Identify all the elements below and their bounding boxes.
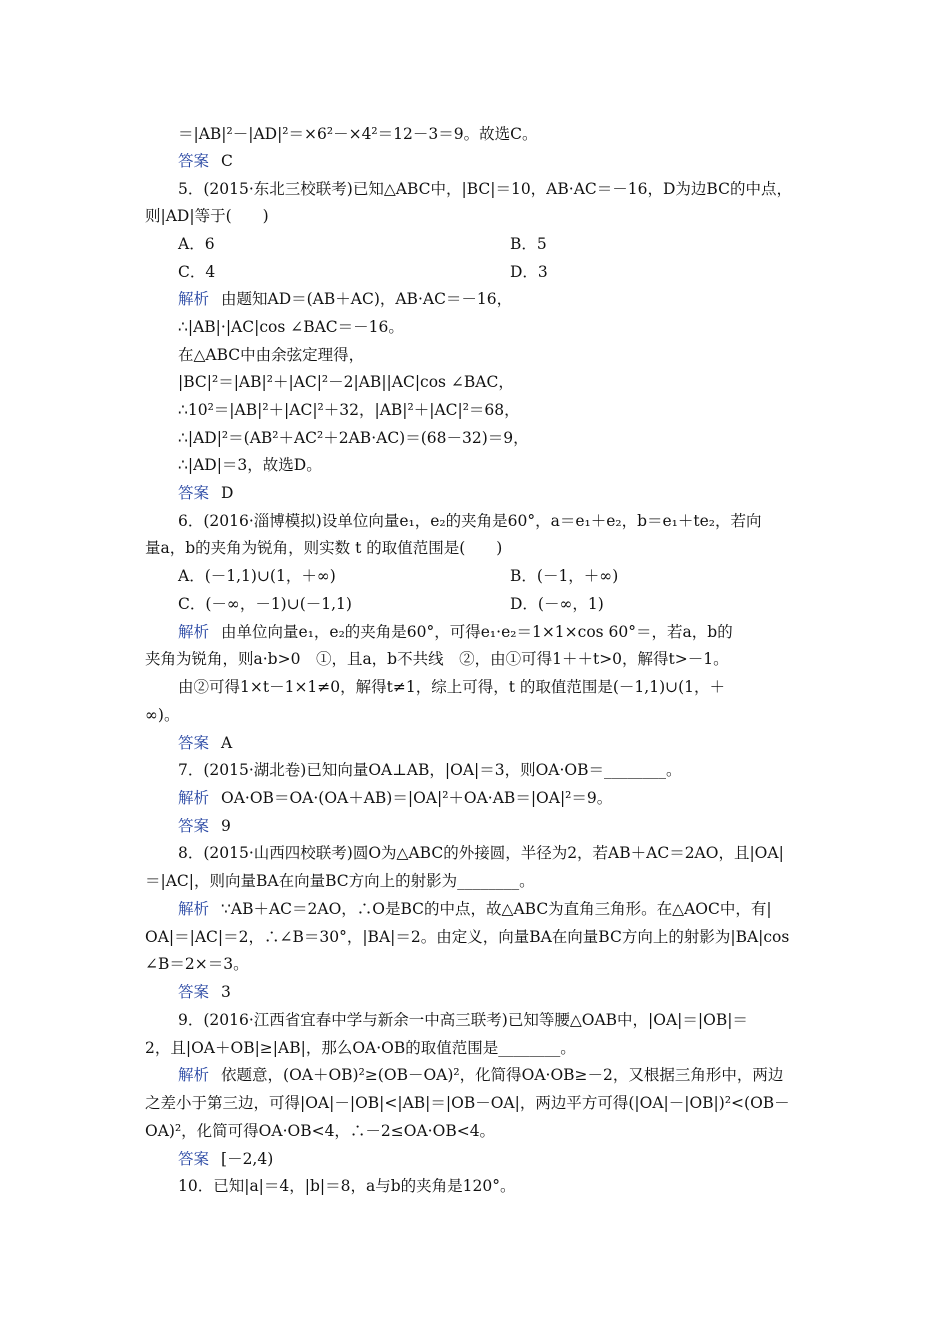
question-9: 9．(2016·江西省宜春中学与新余一中高三联考)已知等腰△OAB中，|OA|＝|OB|＝	[178, 1011, 748, 1029]
text-line: 之差小于第三边，可得|OA|－|OB|<|AB|＝|OB－OA|，两边平方可得(|OA|－|OB|)²<(OB－	[145, 1094, 790, 1112]
text-line: OA)²，化简可得OA·OB<4，∴－2≤OA·OB<4。	[145, 1122, 496, 1140]
answer-label: 答案	[178, 1150, 210, 1168]
option-c: C．4	[178, 263, 216, 281]
text-line: |BC|²＝|AB|²＋|AC|²－2|AB||AC|cos ∠BAC，	[178, 373, 514, 391]
option-b: B．(－1，＋∞)	[510, 567, 619, 585]
answer-label: 答案	[178, 484, 210, 502]
answer-line: 答案 9	[178, 817, 231, 835]
analysis-label: 解析	[178, 623, 210, 641]
analysis-line: 解析 由题知AD＝(AB＋AC)，AB·AC＝－16，	[178, 290, 513, 308]
text-line: 在△ABC中由余弦定理得，	[178, 346, 365, 364]
text-line: ∠B＝2×＝3。	[145, 955, 249, 973]
answer-line: 答案 C	[178, 152, 233, 170]
answer-label: 答案	[178, 734, 210, 752]
analysis-label: 解析	[178, 290, 210, 308]
text-line: 量a，b的夹角为锐角，则实数 t 的取值范围是( )	[145, 539, 503, 557]
text-line: ∴|AB|·|AC|cos ∠BAC＝－16。	[178, 318, 404, 336]
option-d: D．3	[510, 263, 548, 281]
option-a: A．6	[178, 235, 215, 253]
answer-label: 答案	[178, 983, 210, 1001]
answer-label: 答案	[178, 817, 210, 835]
analysis-line: 解析 由单位向量e₁，e₂的夹角是60°，可得e₁·e₂＝1×1×cos 60°＝，若a，b的	[178, 623, 733, 641]
text-line: ＝|AC|，则向量BA在向量BC方向上的射影为________。	[145, 872, 535, 890]
answer-label: 答案	[178, 152, 210, 170]
question-8: 8．(2015·山西四校联考)圆O为△ABC的外接圆，半径为2，若AB＋AC＝2AO，且|OA|	[178, 844, 784, 862]
text-line: ∴|AD|＝3，故选D。	[178, 456, 322, 474]
text-line: ∞)。	[145, 706, 180, 724]
option-b: B．5	[510, 235, 547, 253]
option-a: A．(－1,1)∪(1，＋∞)	[178, 567, 336, 585]
text-line: 则|AD|等于( )	[145, 207, 269, 225]
text-line: 夹角为锐角，则a·b>0 ①，且a，b不共线 ②，由①可得1＋＋t>0，解得t>－1。	[145, 650, 729, 668]
text-line: OA|＝|AC|＝2，∴∠B＝30°，|BA|＝2。由定义，向量BA在向量BC方向上的射影为|BA|cos	[145, 928, 790, 946]
option-c: C．(－∞，－1)∪(－1,1)	[178, 595, 352, 613]
text-line: ＝|AB|²－|AD|²＝×6²－×4²＝12－3＝9。故选C。	[178, 125, 538, 143]
analysis-label: 解析	[178, 1066, 210, 1084]
answer-line: 答案 D	[178, 484, 234, 502]
answer-line: 答案 A	[178, 734, 233, 752]
question-5: 5．(2015·东北三校联考)已知△ABC中，|BC|＝10，AB·AC＝－16，D为边BC的中点，	[178, 180, 792, 198]
question-10: 10．已知|a|＝4，|b|＝8，a与b的夹角是120°。	[178, 1177, 516, 1195]
answer-line: 答案 3	[178, 983, 231, 1001]
text-line: 2，且|OA＋OB|≥|AB|，那么OA·OB的取值范围是________。	[145, 1039, 576, 1057]
text-line: ∴|AD|²＝(AB²＋AC²＋2AB·AC)＝(68－32)＝9，	[178, 429, 529, 447]
question-6: 6．(2016·淄博模拟)设单位向量e₁，e₂的夹角是60°，a＝e₁＋e₂，b＝e₁＋te₂，若向	[178, 512, 762, 530]
option-d: D．(－∞，1)	[510, 595, 604, 613]
analysis-line: 解析 OA·OB＝OA·(OA＋AB)＝|OA|²＋OA·AB＝|OA|²＝9。	[178, 789, 613, 807]
analysis-line: 解析 依题意，(OA＋OB)²≥(OB－OA)²，化简得OA·OB≥－2，又根据三角形中，两边	[178, 1066, 784, 1084]
analysis-label: 解析	[178, 789, 210, 807]
analysis-label: 解析	[178, 900, 210, 918]
analysis-line: 解析 ∵AB＋AC＝2AO，∴O是BC的中点，故△ABC为直角三角形。在△AOC中，有|	[178, 900, 772, 918]
text-line: 由②可得1×t－1×1≠0，解得t≠1，综上可得，t 的取值范围是(－1,1)∪(1，＋	[178, 678, 726, 696]
answer-line: 答案 [－2,4)	[178, 1150, 274, 1168]
question-7: 7．(2015·湖北卷)已知向量OA⊥AB，|OA|＝3，则OA·OB＝________。	[178, 761, 682, 779]
text-line: ∴10²＝|AB|²＋|AC|²＋32，|AB|²＋|AC|²＝68，	[178, 401, 520, 419]
